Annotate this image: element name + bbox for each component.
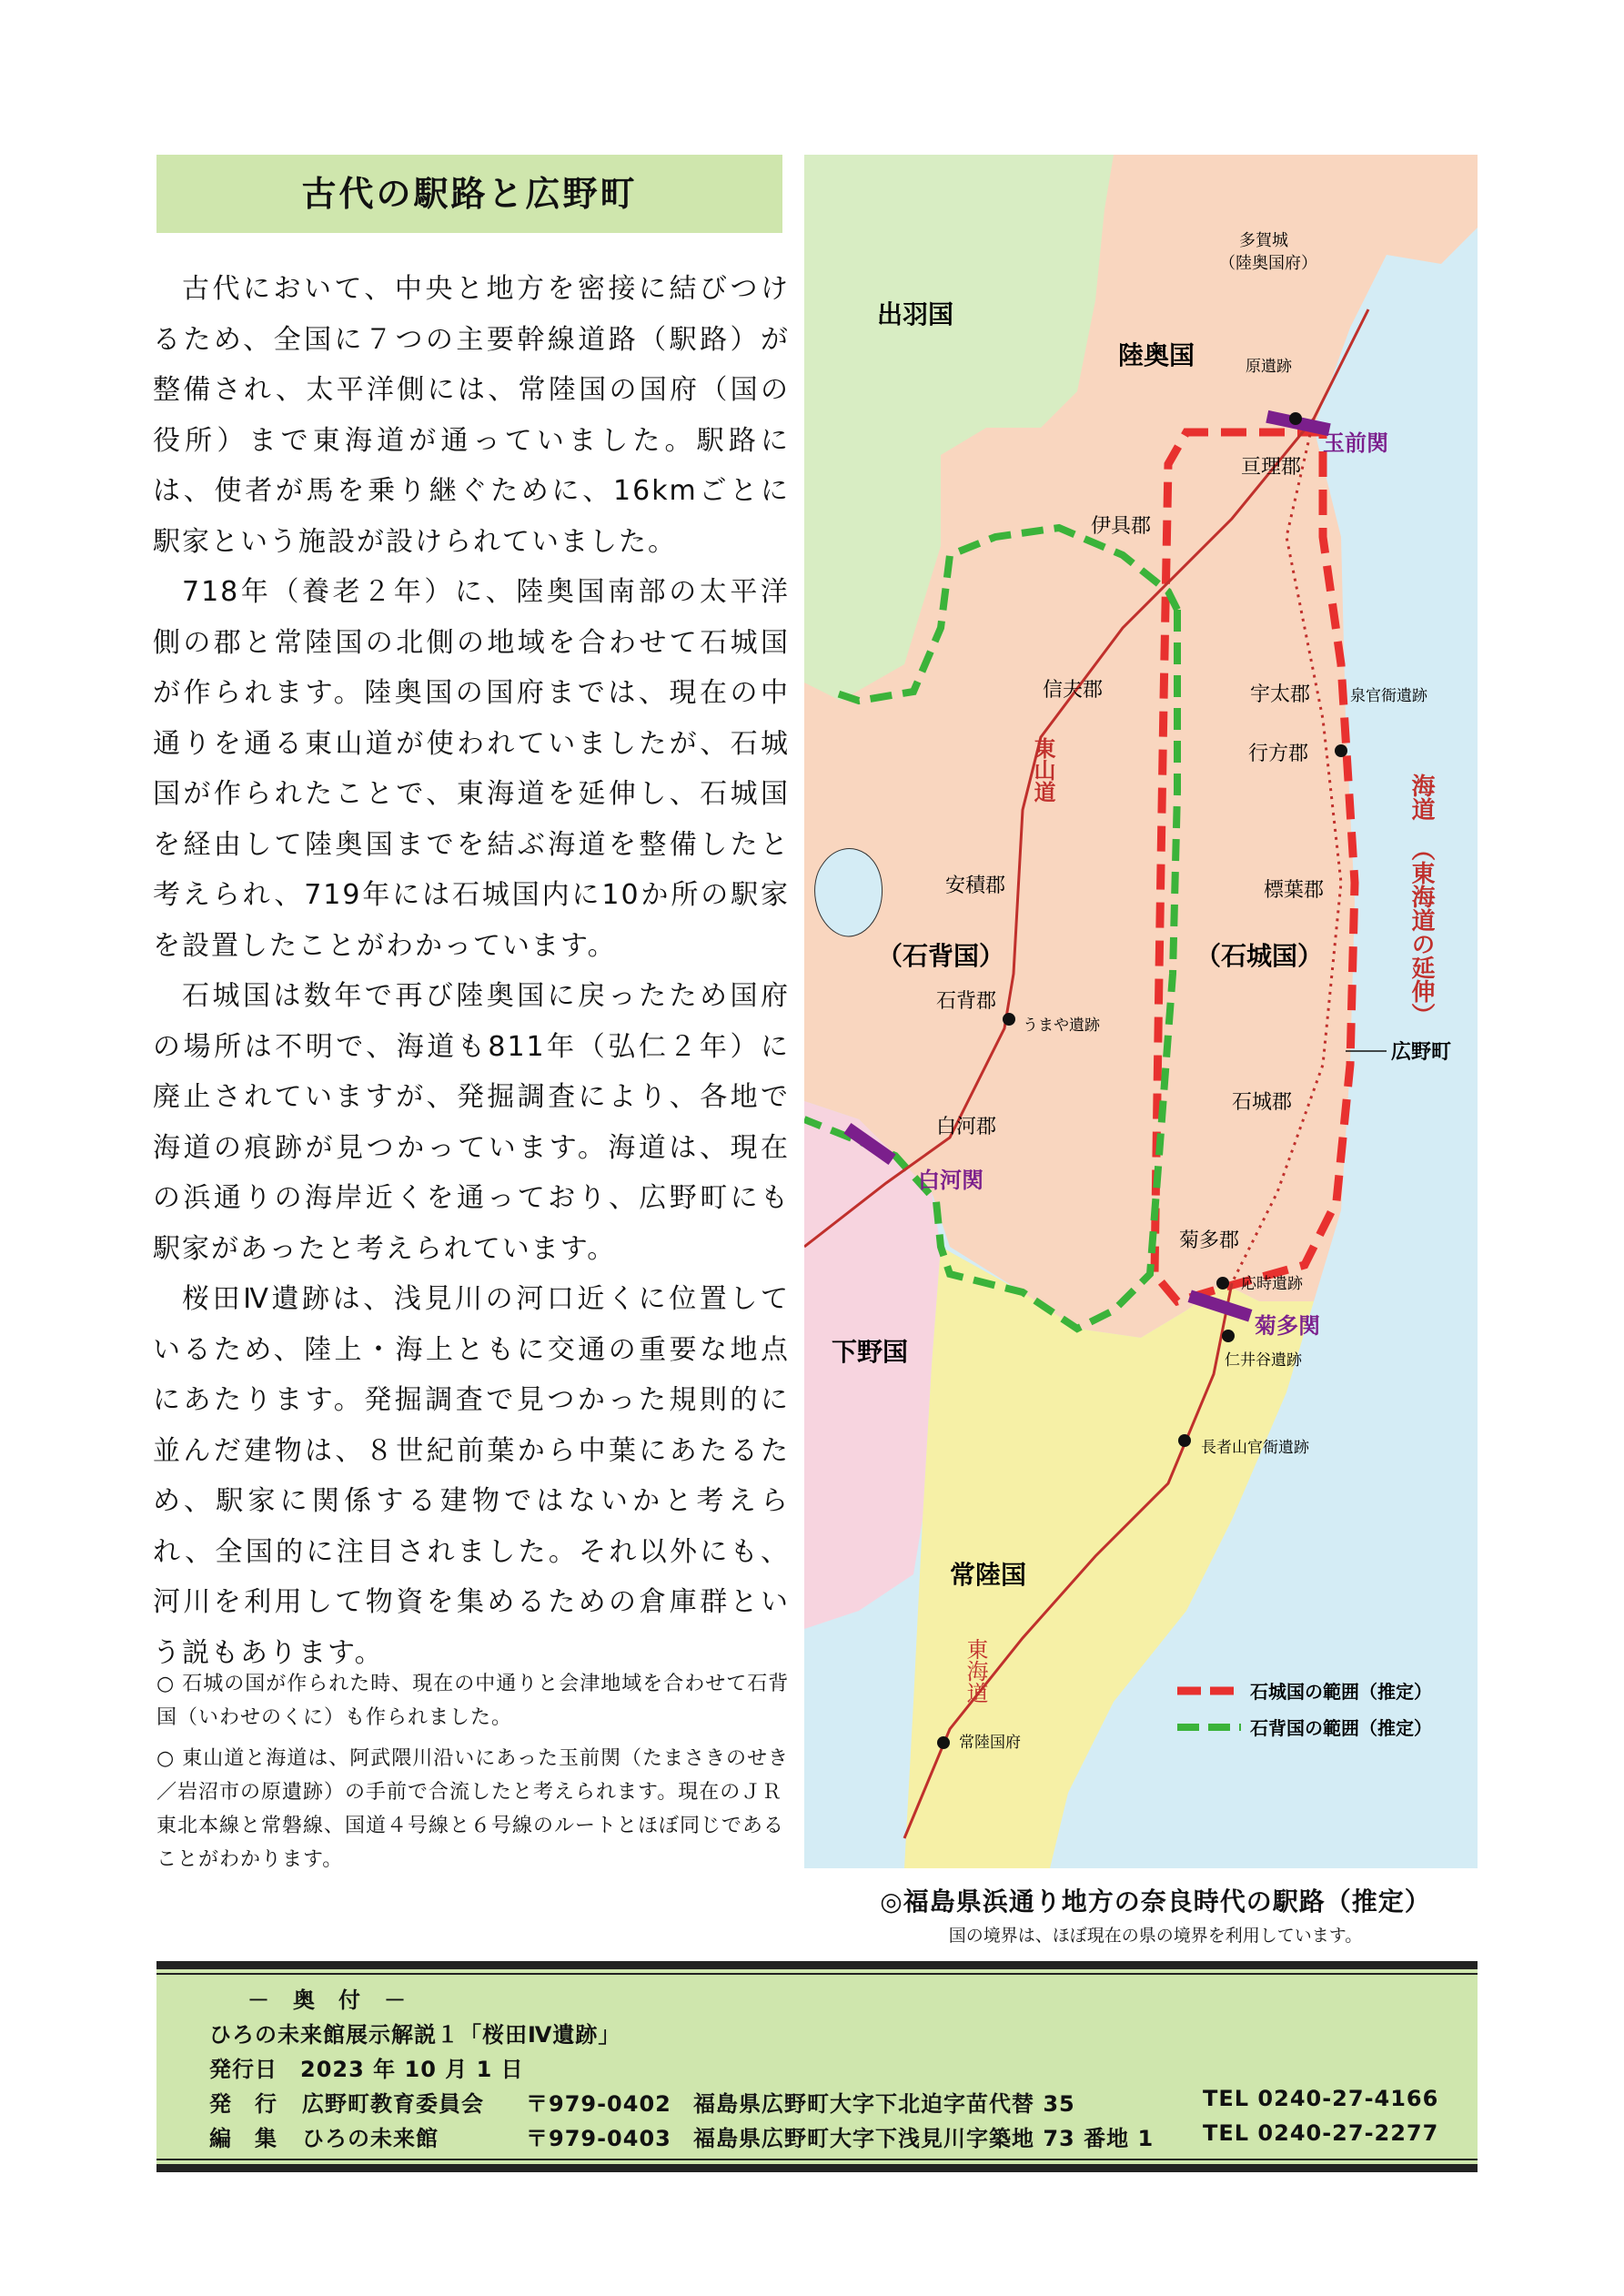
- paragraph: 古代において、中央と地方を密接に結びつけるため、全国に７つの主要幹線道路（駅路）が整備され、太平洋側には、常陸国の国府（国の役所）まで東海道が通っていました。駅路には、使者が馬を乗り継ぐために、16kmごとに駅家という施設が設けられていました。: [153, 273, 790, 558]
- paragraph: 718年（養老２年）に、陸奥国南部の太平洋側の郡と常陸国の北側の地域を合わせて石城国が作られます。陸奥国の国府までは、現在の中通りを通る東山道が使われていましたが、石城国が作られたことで、東海道を延伸し、石城国を経由して陸奥国までを結ぶ海道を整備したと考えられ、719年には石城国内に10か所の駅家を設置したことがわかっています。: [153, 576, 790, 962]
- label-shirakawa-district: 白河郡: [936, 1116, 997, 1138]
- label-shimeha: 標葉郡: [1264, 879, 1325, 902]
- site-dot-chojayama: [1178, 1434, 1191, 1447]
- label-oji: 応時遺跡: [1241, 1275, 1303, 1293]
- label-kikuta: 菊多郡: [1179, 1229, 1240, 1252]
- label-shinobu: 信夫郡: [1043, 679, 1104, 702]
- note: ○ 石城の国が作られた時、現在の中通りと会津地域を合わせて石背国（いわせのくに）も作られました。: [156, 1673, 790, 1729]
- label-hitachi: 常陸国: [950, 1560, 1027, 1590]
- label-nii: 仁井谷遺跡: [1225, 1351, 1302, 1370]
- footnotes: [156, 1667, 793, 1884]
- note: ○ 東山道と海道は、阿武隈川沿いにあった玉前関（たまさきのせき／岩沼市の原遺跡）の手前で合流したと考えられます。現在のＪＲ東北本線と常磐線、国道４号線と６号線のルートとほぼ同じであることがわかります。: [156, 1747, 789, 1871]
- label-shimotsuke: 下野国: [832, 1337, 909, 1367]
- label-kaido-sub: （東海道の延伸）: [1407, 837, 1435, 1027]
- site-dot-harada: [1289, 412, 1302, 425]
- route-map: [804, 155, 1478, 1868]
- label-chojayama: 長者山官衙遺跡: [1201, 1439, 1309, 1457]
- label-mutsu: 陸奥国: [1118, 340, 1195, 370]
- lake: [815, 849, 883, 936]
- colophon-address: 福島県広野町大字下浅見川字築地 73 番地 1: [693, 2126, 1155, 2151]
- colophon-heading: － 奥 付 －: [247, 1988, 407, 2013]
- colophon-name: 広野町教育委員会: [302, 2091, 484, 2117]
- colophon-name: ひろの未来館: [302, 2126, 439, 2151]
- label-shirakawa-barrier: 白河関: [918, 1168, 983, 1193]
- label-igu: 伊具郡: [1091, 515, 1152, 538]
- label-harada: 原遺跡: [1246, 358, 1292, 376]
- site-dot-umaya: [1003, 1013, 1015, 1026]
- label-tosando: 東山道: [1030, 737, 1055, 803]
- label-nakoso: 菊多関: [1255, 1313, 1320, 1339]
- paragraph: 桜田Ⅳ遺跡は、浅見川の河口近くに位置しているため、陸上・海上ともに交通の重要な地点にあたります。発掘調査で見つかった規則的に並んだ建物は、８世紀前葉から中葉にあたるため、駅家に関係する建物ではないかと考えられ、全国的に注目されました。それ以外にも、河川を利用して物資を集めるための倉庫群という説もあります。: [153, 1283, 790, 1669]
- legend-label-iwase: 石背国の範囲（推定）: [1250, 1717, 1432, 1739]
- colophon-rule-bottom: [156, 2159, 1478, 2160]
- site-dot-hitachi-kokufu: [937, 1736, 950, 1749]
- label-tokaido: 東海道: [963, 1638, 988, 1704]
- colophon-zip: 〒979-0402: [526, 2091, 671, 2117]
- article-body: [153, 264, 790, 1678]
- colophon-date: 発行日 2023 年 10 月 1 日: [209, 2057, 524, 2082]
- colophon-zip: 〒979-0403: [526, 2126, 671, 2151]
- map-caption: ◎福島県浜通り地方の奈良時代の駅路（推定）: [880, 1886, 1431, 1917]
- map-subcaption: 国の境界は、ほぼ現在の県の境界を利用しています。: [948, 1926, 1363, 1946]
- label-iwase-district: 石背郡: [936, 990, 997, 1013]
- colophon-role: 編 集: [209, 2126, 277, 2151]
- label-taga: 多賀城: [1239, 231, 1288, 250]
- site-dot-oji: [1216, 1277, 1229, 1290]
- label-namekata: 行方郡: [1248, 743, 1309, 765]
- colophon-rule-top: [156, 1973, 1478, 1975]
- site-dot-nii: [1222, 1330, 1235, 1342]
- colophon-address: 福島県広野町大字下北迫字苗代替 35: [693, 2091, 1075, 2117]
- page-title: 古代の駅路と広野町: [301, 174, 638, 214]
- colophon-tel: TEL 0240-27-2277: [1203, 2120, 1439, 2146]
- label-iwase: （石背国）: [877, 941, 1005, 971]
- colophon-tel: TEL 0240-27-4166: [1203, 2086, 1439, 2111]
- label-kaido: 海道: [1407, 774, 1435, 821]
- legend-label-iwaki: 石城国の範囲（推定）: [1250, 1681, 1432, 1703]
- colophon: [156, 1961, 1478, 2172]
- label-iwaki-district: 石城郡: [1232, 1091, 1293, 1114]
- label-watari: 亘理郡: [1241, 456, 1302, 479]
- label-dewa: 出羽国: [877, 299, 954, 329]
- label-umaya: うまや遺跡: [1023, 1017, 1100, 1035]
- label-hirono: 広野町: [1391, 1041, 1452, 1064]
- label-uda: 宇太郡: [1250, 683, 1311, 706]
- colophon-series: ひろの未来館展示解説１「桜田Ⅳ遺跡」: [209, 2022, 621, 2048]
- colophon-role: 発 行: [209, 2091, 277, 2117]
- label-izumi: 泉官衙遺跡: [1350, 687, 1427, 705]
- label-asaka: 安積郡: [945, 875, 1006, 897]
- label-hitachi-kokufu: 常陸国府: [959, 1734, 1021, 1752]
- site-dot-izumi: [1335, 744, 1347, 757]
- label-tamasaki: 玉前関: [1323, 430, 1388, 456]
- label-taga-sub: （陸奥国府）: [1219, 254, 1317, 273]
- paragraph: 石城国は数年で再び陸奥国に戻ったため国府の場所は不明で、海道も811年（弘仁２年）に廃止されていますが、発掘調査により、各地で海道の痕跡が見つかっています。海道は、現在の浜通りの海岸近くを通っており、広野町にも駅家があったと考えられています。: [153, 980, 790, 1265]
- title-banner: [156, 155, 782, 233]
- label-iwaki: （石城国）: [1195, 941, 1324, 971]
